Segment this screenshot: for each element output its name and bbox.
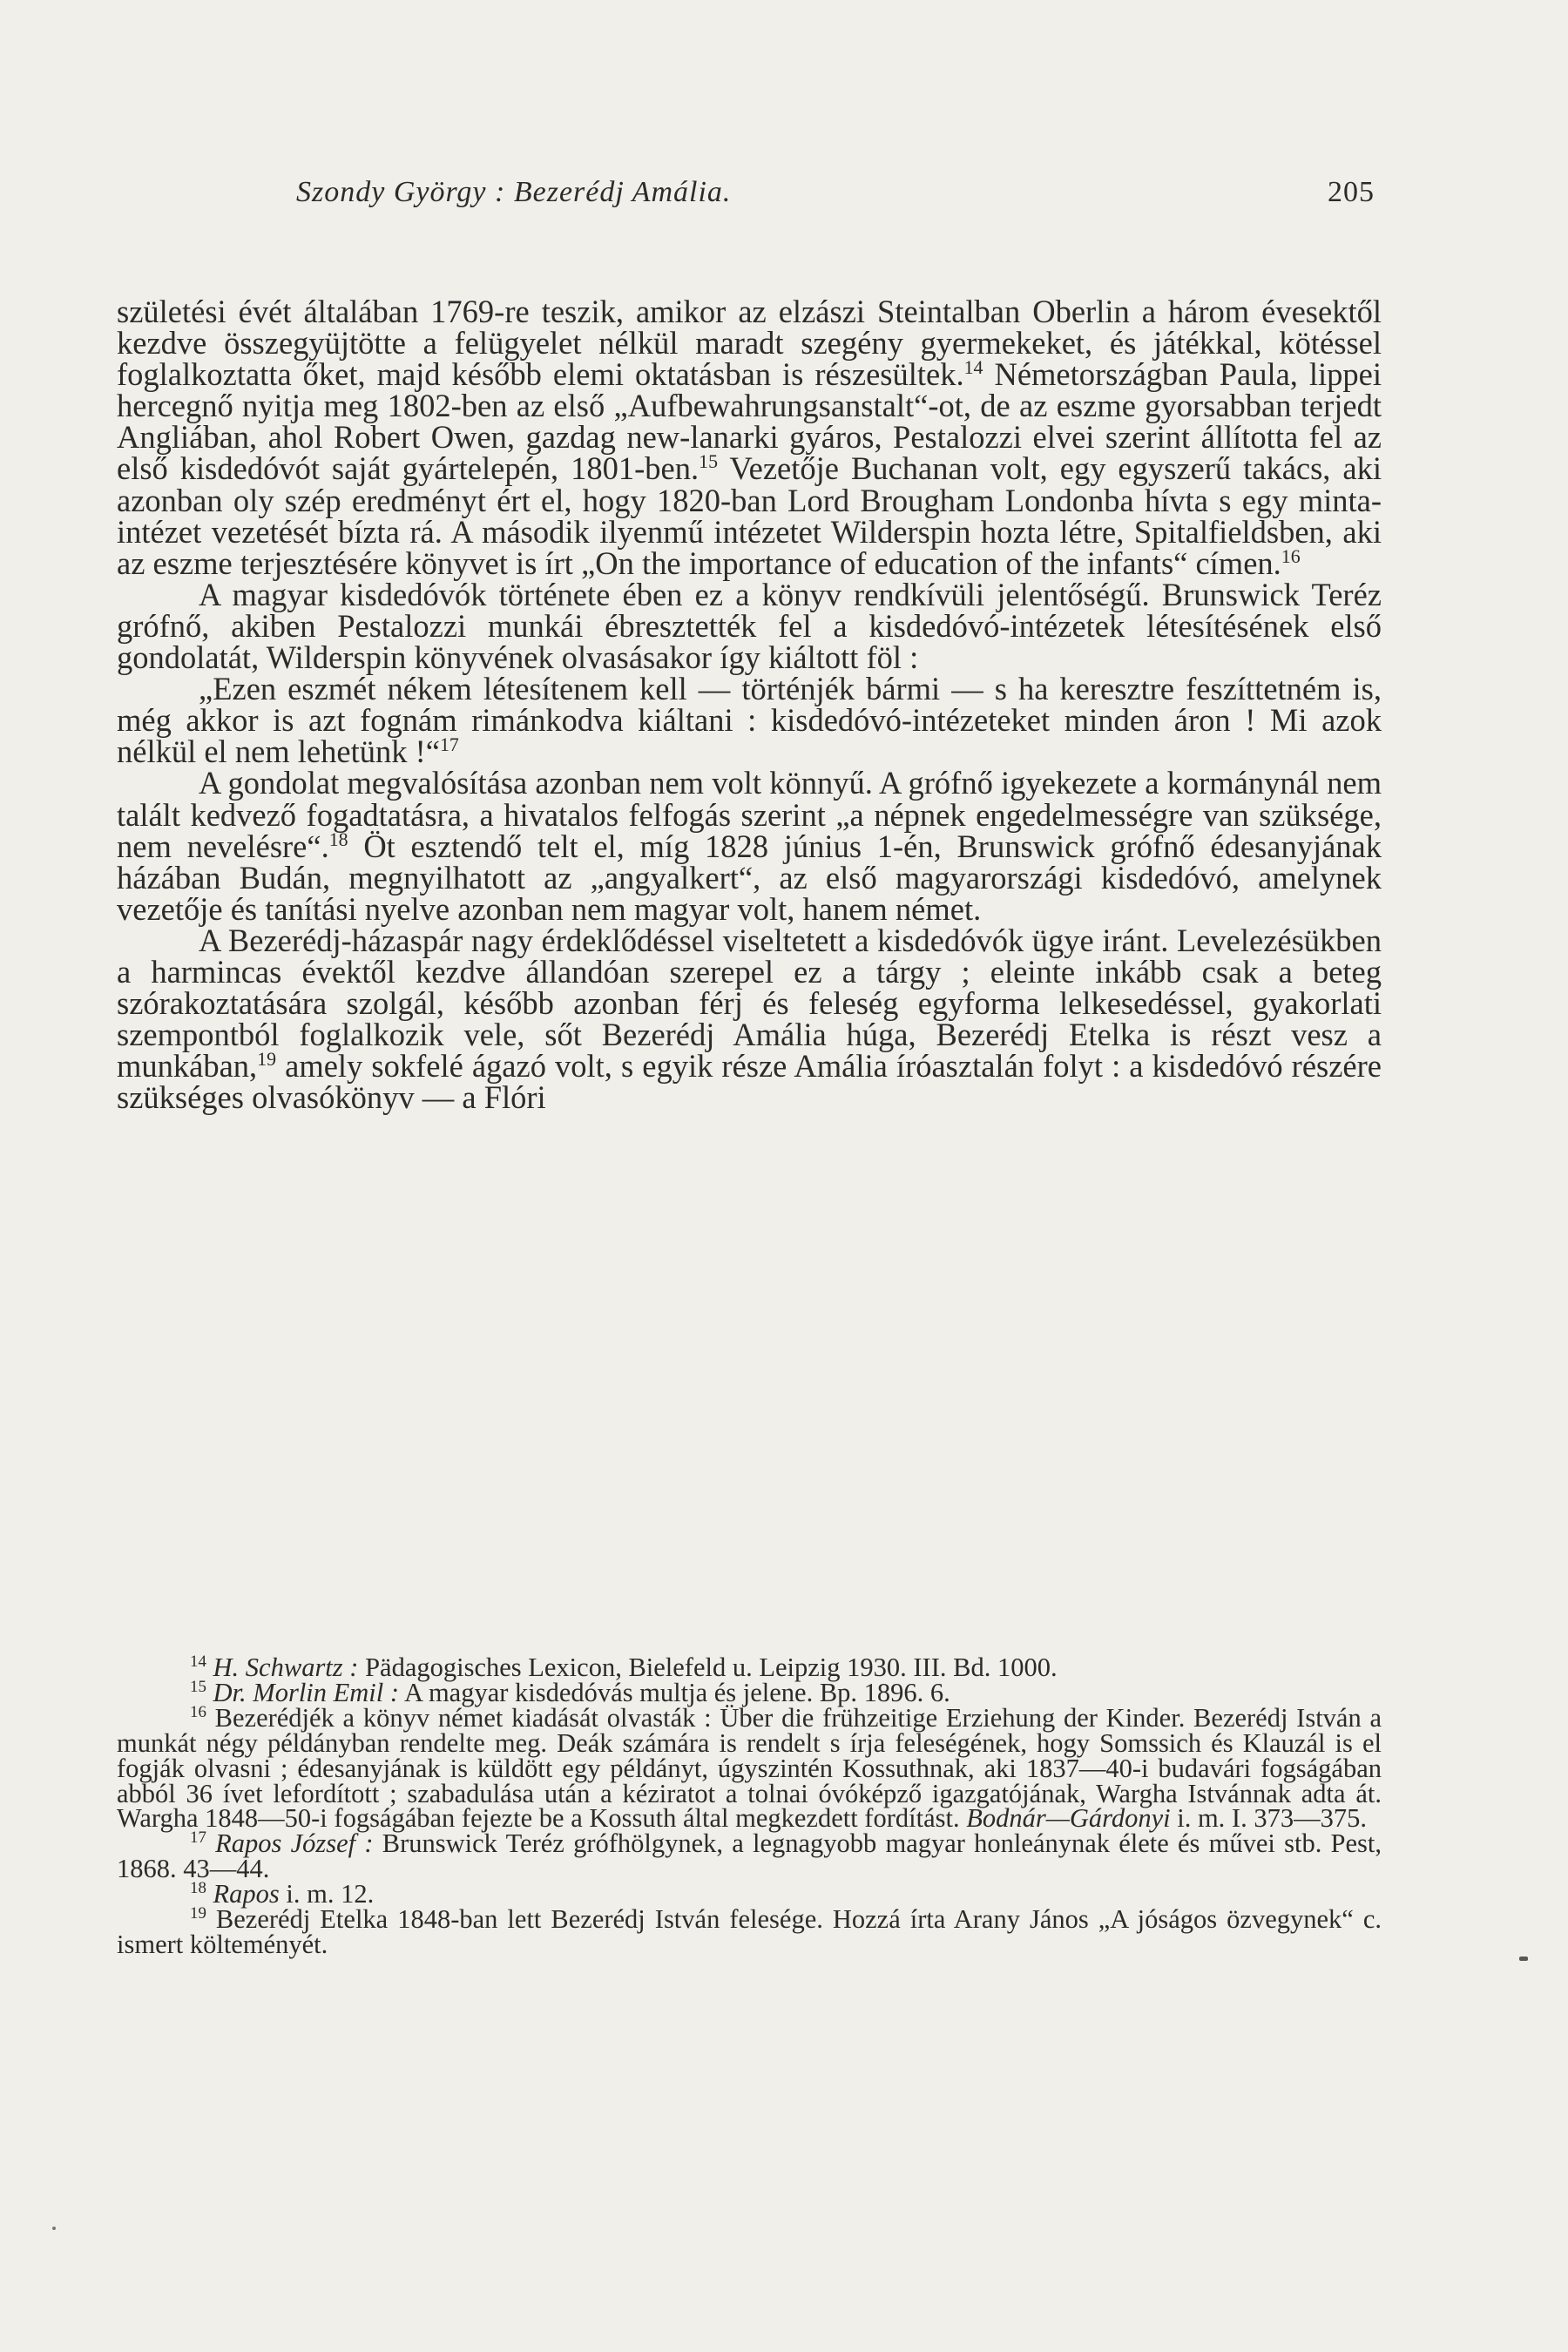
quote-paragraph xyxy=(117,671,1382,770)
footnote-text: Pädagogisches Lexicon, Bielefeld u. Leipzig 1930. III. Bd. 1000. xyxy=(358,1652,1058,1682)
paragraph-text: A Bezerédj-házaspár nagy érdeklődéssel viseltetett a kisdedóvók ügye iránt. Levelezésükben a harmincas évektől kezdve állandóan szerepel ez a tárgy ; eleinte inkább csak a beteg szórakoztatására szolgál, később azonban férj és feleség egyforma lelkesedéssel, gyakorlati szempontból foglalkozik vele, sőt Bezerédj Amália húga, Bezerédj Etelka is részt vesz a munkában, xyxy=(117,922,1382,1085)
paragraph-text: születési évét általában 1769-re teszik, amikor az elzászi Steintalban Oberlin a három évesektől kezdve összegyüjtötte a felügyelet nélkül maradt szegény gyermekeket, és játékkal, kötéssel foglalkoztatta őket, majd később elemi oktatásban is részesültek. xyxy=(117,294,1382,393)
footnote-ref-17: 17 xyxy=(439,733,459,756)
paragraph-text: A gondolat megvalósítása azonban nem volt könnyű. A grófnő igyekezete a kormánynál nem talált kedvező fogadtatásra, a hivatalos felfogás szerint „a népnek engedelmességre van szüksége, nem nevelésre“. xyxy=(117,765,1382,864)
footnote-text: Bezerédjék a könyv német kiadását olvasták : Über die frühzeitige Erziehung der Kinder. Bezerédj István a munkát négy példányban rendelte meg. Deák számára is rendelt s írja feleségének, hogy Somssich és Klauzál is el fogják olvasni ; édesanyjának is küldött egy példányt, úgyszintén Kossuthnak, aki 1837—40-i budavári fogságában abból 36 ívet lefordított ; szabadulása után a kéziratot a tolnai óvóképző igazgatójának, Wargha Istvánnak adta át. Wargha 1848—50-i fogságában fejezte be a Kossuth által megkezdett fordítást. xyxy=(117,1702,1382,1834)
margin-mark xyxy=(1519,1957,1528,1961)
footnote-ref-18: 18 xyxy=(328,828,348,850)
footnote-author: Dr. Morlin Emil : xyxy=(213,1677,400,1707)
footnote-text: Bezerédj Etelka 1848-ban lett Bezerédj István felesége. Hozzá írta Arany János „A jóságos özvegynek“ c. ismert költeményét. xyxy=(117,1904,1382,1959)
footnotes xyxy=(117,1652,1382,1959)
footnote-text: i. m. 12. xyxy=(279,1879,375,1909)
footnote-number: 15 xyxy=(190,1677,206,1696)
footnote-14 xyxy=(117,1652,1382,1682)
footnote-ref-14: 14 xyxy=(963,356,983,379)
footnote-15 xyxy=(117,1677,1382,1707)
footnote-author: Bodnár—Gárdonyi xyxy=(966,1803,1171,1834)
footnote-number: 17 xyxy=(190,1828,206,1848)
paragraph-text: amely sokfelé ágazó volt, s egyik része Amália íróasztalán folyt : a kisdedóvó részére szükséges olvasókönyv — a Flóri xyxy=(117,1048,1382,1116)
paragraph-2 xyxy=(117,576,1382,676)
footnote-number: 14 xyxy=(190,1652,206,1671)
paragraph-text: A magyar kisdedóvók története ében ez a könyv rendkívüli jelentőségű. Brunswick Teréz grófnő, akiben Pestalozzi munkái ébresztették fel a kisdedóvó-intézetek létesítésének első gondolatát, Wilderspin könyvének olvasásakor így kiáltott föl : xyxy=(117,576,1382,676)
paragraph-text: Németországban Paula, lippei hercegnő nyitja meg 1802-ben az első „Aufbewahrungsanstalt“-ot, de az eszme gyorsabban terjedt Angliában, ahol Robert Owen, gazdag new-lanarki gyáros, Pestalozzi elvei szerint állította fel az első kisdedóvót saját gyártelepén, 1801-ben. xyxy=(117,356,1382,487)
footnote-17 xyxy=(117,1828,1382,1884)
footnote-number: 19 xyxy=(190,1903,206,1923)
paper-speck xyxy=(52,2227,56,2230)
paragraph-text: Vezetője Buchanan volt, egy egyszerű takács, aki azonban oly szép eredményt ért el, hogy 1820-ban Lord Brougham Londonba hívta s egy minta-intézet vezetését bízta rá. A második ilyenmű intézetet Wilderspin hozta létre, Spitalfieldsben, aki az eszme terjesztésére könyvet is írt „On the importance of education of the infants“ címen. xyxy=(117,450,1382,581)
footnote-text: i. m. I. 373—375. xyxy=(1170,1803,1367,1834)
footnote-text: Brunswick Teréz grófhölgynek, a legnagyobb magyar honleánynak élete és művei stb. Pest, 1868. 43—44. xyxy=(117,1828,1382,1884)
footnote-16 xyxy=(117,1702,1382,1834)
footnote-ref-16: 16 xyxy=(1281,544,1301,567)
footnote-text: A magyar kisdedóvás multja és jelene. Bp. 1896. 6. xyxy=(399,1677,950,1707)
footnote-author: Rapos xyxy=(213,1879,280,1909)
running-title: Szondy György : Bezerédj Amália. xyxy=(296,176,732,208)
footnote-18 xyxy=(117,1879,1382,1909)
main-text xyxy=(117,294,1382,1116)
footnote-ref-19: 19 xyxy=(257,1048,277,1071)
page-number: 205 xyxy=(1328,176,1375,208)
footnote-19 xyxy=(117,1903,1382,1959)
footnote-number: 18 xyxy=(190,1879,206,1897)
footnote-author: Rapos József : xyxy=(215,1828,374,1859)
paragraph-4 xyxy=(117,765,1382,927)
footnote-author: H. Schwartz : xyxy=(213,1652,359,1682)
paragraph-1 xyxy=(117,296,1382,579)
paragraph-5 xyxy=(117,922,1382,1116)
paragraph-text: Öt esztendő telt el, míg 1828 június 1-én, Brunswick grófnő édesanyjának házában Budán, megnyilhatott az „angyalkert“, az első magyarországi kisdedóvó, amelynek vezetője és tanítási nyelve azonban nem magyar volt, hanem német. xyxy=(117,828,1382,927)
footnote-ref-15: 15 xyxy=(699,450,719,473)
quote-text: „Ezen eszmét nékem létesítenem kell — történjék bármi — s ha keresztre feszíttetném is, még akkor is azt fognám rimánkodva kiáltani : kisdedóvó-intézeteket minden áron ! Mi azok nélkül el nem lehetünk !“ xyxy=(117,671,1382,770)
page-header xyxy=(270,176,1383,220)
footnote-number: 16 xyxy=(190,1702,206,1721)
